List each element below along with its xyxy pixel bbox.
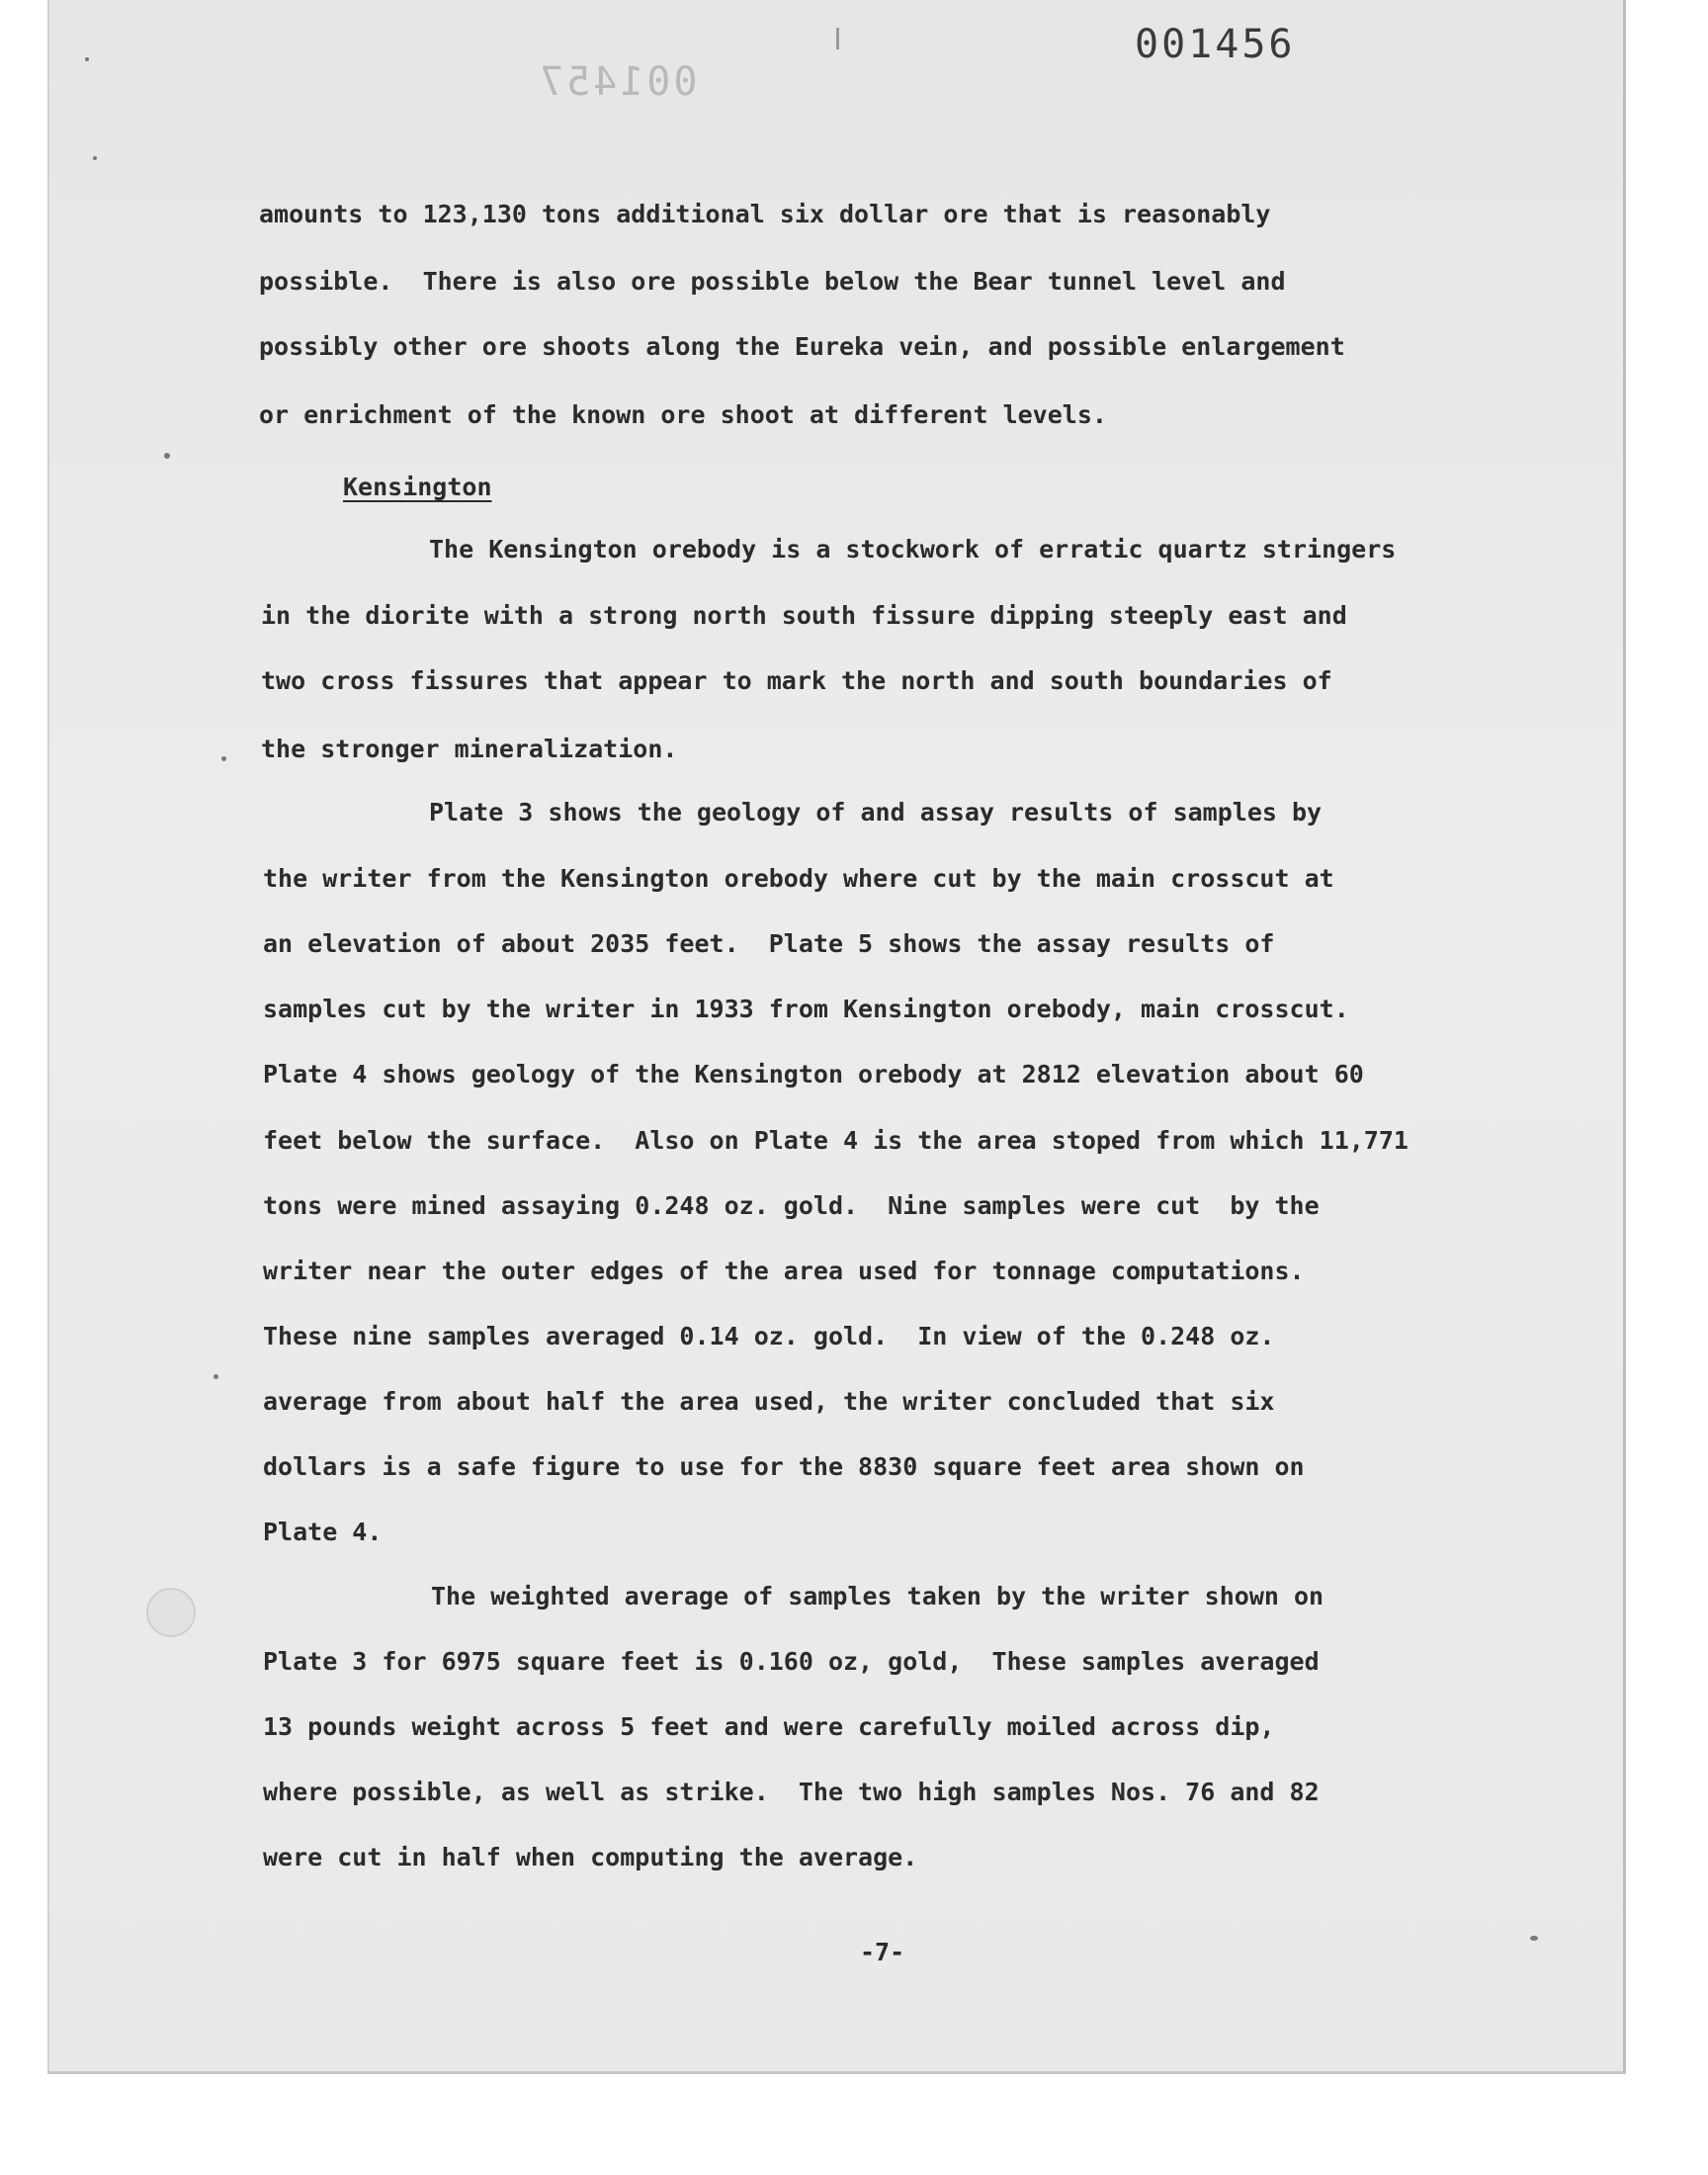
line: average from about half the area used, the writer concluded that six xyxy=(263,1387,1275,1416)
speck xyxy=(221,756,226,761)
line: 13 pounds weight across 5 feet and were carefully moiled across dip, xyxy=(263,1712,1275,1741)
line: were cut in half when computing the average. xyxy=(263,1843,918,1871)
line: feet below the surface. Also on Plate 4 is the area stoped from which 11,771 xyxy=(263,1126,1409,1155)
line: or enrichment of the known ore shoot at different levels. xyxy=(259,400,1107,429)
punch-hole xyxy=(146,1588,196,1637)
document-number: 001456 xyxy=(1135,22,1296,67)
document-page xyxy=(47,0,1626,2074)
line: Plate 4 shows geology of the Kensington orebody at 2812 elevation about 60 xyxy=(263,1060,1364,1088)
speck xyxy=(164,453,170,459)
line: possible. There is also ore possible below the Bear tunnel level and xyxy=(259,267,1286,296)
line: The weighted average of samples taken by the writer shown on xyxy=(431,1582,1324,1610)
speck xyxy=(93,156,97,160)
line: samples cut by the writer in 1933 from Kensington orebody, main crosscut. xyxy=(263,995,1349,1023)
line: These nine samples averaged 0.14 oz. gold. In view of the 0.248 oz. xyxy=(263,1322,1275,1350)
line: the writer from the Kensington orebody where cut by the main crosscut at xyxy=(263,864,1334,893)
line: amounts to 123,130 tons additional six dollar ore that is reasonably xyxy=(259,200,1271,228)
section-heading: Kensington xyxy=(343,473,492,501)
page-number: -7- xyxy=(860,1938,905,1966)
line: tons were mined assaying 0.248 oz. gold. Nine samples were cut by the xyxy=(263,1191,1320,1220)
line: dollars is a safe figure to use for the 8830 square feet area shown on xyxy=(263,1452,1305,1481)
ink-mark xyxy=(836,28,839,49)
line: in the diorite with a strong north south fissure dipping steeply east and xyxy=(261,601,1347,630)
speck xyxy=(214,1374,218,1379)
line: possibly other ore shoots along the Eureka vein, and possible enlargement xyxy=(259,332,1345,361)
line: the stronger mineralization. xyxy=(261,735,678,763)
bleed-through-stamp: 001457 xyxy=(537,59,698,105)
line: Plate 3 shows the geology of and assay results of samples by xyxy=(429,798,1323,826)
line: Plate 4. xyxy=(263,1518,383,1546)
line: writer near the outer edges of the area used for tonnage computations. xyxy=(263,1257,1305,1285)
speck xyxy=(1530,1936,1538,1941)
line: an elevation of about 2035 feet. Plate 5 shows the assay results of xyxy=(263,929,1275,958)
speck xyxy=(85,57,89,61)
line: two cross fissures that appear to mark the north and south boundaries of xyxy=(261,666,1332,695)
line: where possible, as well as strike. The two high samples Nos. 76 and 82 xyxy=(263,1778,1320,1806)
line: Plate 3 for 6975 square feet is 0.160 oz, gold, These samples averaged xyxy=(263,1647,1320,1676)
line: The Kensington orebody is a stockwork of erratic quartz stringers xyxy=(429,535,1397,564)
